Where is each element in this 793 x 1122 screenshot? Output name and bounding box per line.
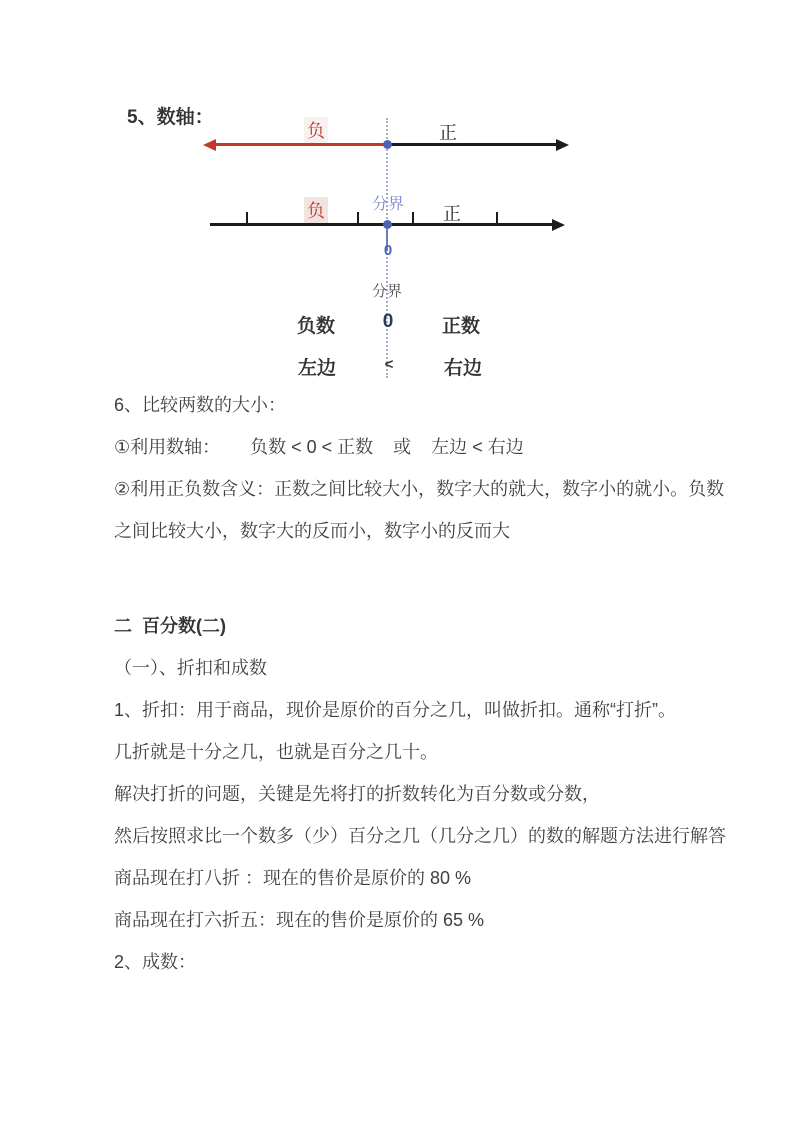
axis-tick	[357, 212, 359, 224]
positive-label-top: 正	[439, 123, 457, 143]
positive-numbers-label: 正数	[441, 316, 481, 337]
text-line: 商品现在打六折五：现在的售价是原价的 65 %	[114, 910, 485, 930]
zero-label: 0	[382, 311, 394, 332]
positive-label-bottom: 正	[443, 204, 461, 224]
text-line: 1、折扣：用于商品，现价是原价的百分之几，叫做折扣。通称“打折”。	[114, 700, 676, 720]
text-line: 几折就是十分之几，也就是百分之几十。	[114, 742, 438, 762]
section-heading-numberline: 5、数轴：	[127, 107, 214, 128]
arrowhead-right-icon	[556, 139, 569, 151]
left-side-label: 左边	[297, 358, 337, 379]
less-than-sign: <	[384, 356, 394, 373]
right-side-label: 右边	[443, 358, 483, 379]
text-line: 解决打折的问题，关键是先将打的折数转化为百分数或分数，	[114, 784, 600, 804]
text-line: 6、比较两数的大小：	[114, 395, 287, 415]
axis-positive-segment	[388, 143, 558, 146]
body-text	[114, 394, 743, 993]
negative-label-bottom: 负	[304, 197, 328, 223]
axis-tick	[412, 212, 414, 224]
axis-tick	[496, 212, 498, 224]
boundary-label: 分界	[371, 196, 405, 213]
negative-label-top: 负	[304, 117, 328, 143]
arrowhead-left-icon	[203, 139, 216, 151]
boundary-label-gray: 分界	[371, 283, 403, 300]
text-line: ②利用正负数含义：正数之间比较大小，数字大的就大，数字小的就小。负数	[114, 479, 725, 499]
text-line: 然后按照求比一个数多（少）百分之几（几分之几）的数的解题方法进行解答	[114, 826, 726, 846]
text-line: 2、成数：	[114, 952, 197, 972]
origin-dot	[383, 220, 392, 229]
text-line: 商品现在打八折 ：现在的售价是原价的 80 %	[114, 868, 472, 888]
axis-tick	[246, 212, 248, 224]
axis-negative-segment	[214, 143, 388, 146]
text-line: ①利用数轴： 负数 < 0 < 正数 或 左边 < 右边	[114, 437, 524, 457]
axis-line	[210, 223, 554, 226]
negative-numbers-label: 负数	[296, 316, 336, 337]
arrowhead-right-icon	[552, 219, 565, 231]
origin-dot	[383, 140, 392, 149]
section-heading-percentage: 二 百分数(二)	[114, 616, 226, 636]
zero-label-blue: 0	[383, 242, 393, 259]
text-line: 之间比较大小，数字大的反而小，数字小的反而大	[114, 521, 510, 541]
text-line: （一）、折扣和成数	[114, 658, 267, 678]
